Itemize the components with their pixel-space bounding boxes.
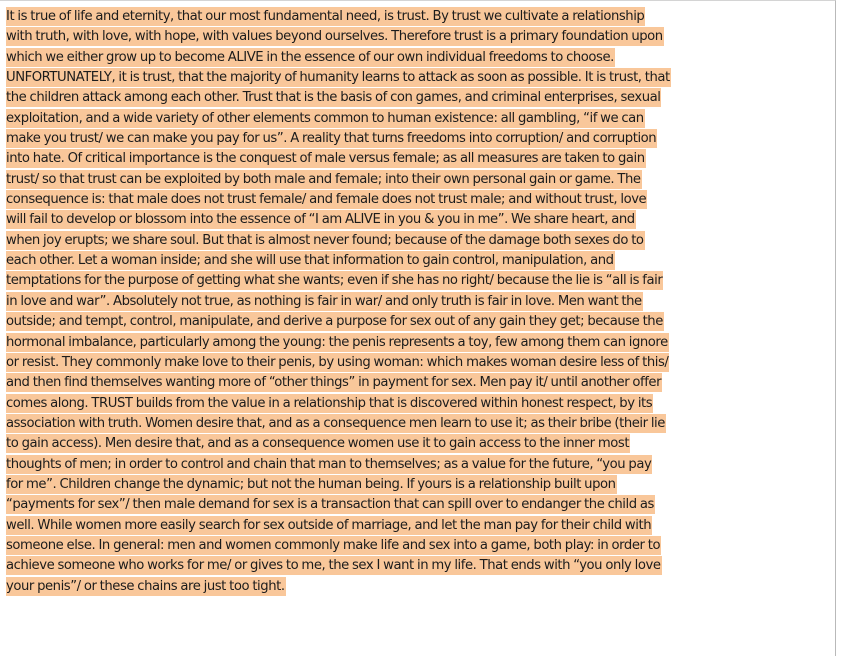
text-line bbox=[6, 68, 833, 88]
text-line bbox=[6, 251, 833, 271]
highlighted-text[interactable]: comes along. TRUST builds from the value in a relationship that is discovered within honest respect, by its bbox=[6, 395, 653, 411]
highlighted-text[interactable]: with truth, with love, with hope, with values beyond ourselves. Therefore trust is a primary foundation upon bbox=[6, 29, 663, 45]
text-line bbox=[6, 210, 833, 230]
highlighted-text[interactable]: well. While women more easily search for sex outside of marriage, and let the man pay for their child with bbox=[6, 517, 652, 533]
text-line bbox=[6, 495, 833, 515]
text-line bbox=[6, 312, 833, 332]
text-line bbox=[6, 88, 833, 108]
text-line bbox=[6, 333, 833, 353]
highlighted-text[interactable]: will fail to develop or blossom into the essence of “I am ALIVE in you & you in me”. We share heart, and bbox=[6, 212, 635, 228]
highlighted-text[interactable]: to gain access). Men desire that, and as a consequence women use it to gain access to the inner most bbox=[6, 436, 630, 452]
text-line bbox=[6, 577, 833, 597]
highlighted-text[interactable]: association with truth. Women desire that, and as a consequence men learn to use it; as their bribe (their lie bbox=[6, 415, 665, 431]
text-line bbox=[6, 190, 833, 210]
text-line bbox=[6, 149, 833, 169]
highlighted-text[interactable]: achieve someone who works for me/ or gives to me, the sex I want in my life. That ends with “you only love bbox=[6, 558, 661, 574]
text-line bbox=[6, 475, 833, 495]
text-line bbox=[6, 455, 833, 475]
highlighted-text[interactable]: which we either grow up to become ALIVE in the essence of our own individual freedoms to choose. bbox=[6, 49, 614, 65]
text-line bbox=[6, 27, 833, 47]
highlighted-text[interactable]: It is true of life and eternity, that our most fundamental need, is trust. By trust we cultivate a relationship bbox=[6, 9, 645, 24]
text-line bbox=[6, 129, 833, 149]
highlighted-text[interactable]: hormonal imbalance, particularly among the young: the penis represents a toy, few among them can ignore bbox=[6, 334, 668, 350]
document-text bbox=[6, 7, 833, 597]
text-line bbox=[6, 109, 833, 129]
highlighted-text[interactable]: UNFORTUNATELY, it is trust, that the majority of humanity learns to attack as soon as possible. It is trust, that bbox=[6, 70, 670, 86]
highlighted-text[interactable]: make you trust/ we can make you pay for us”. A reality that turns freedoms into corruption/ and corruption bbox=[6, 131, 657, 147]
text-line bbox=[6, 536, 833, 556]
highlighted-text[interactable]: thoughts of men; in order to control and chain that man to themselves; as a value for the future, “you pay bbox=[6, 456, 652, 472]
highlighted-text[interactable]: trust/ so that trust can be exploited by both male and female; into their own personal gain or game. The bbox=[6, 171, 641, 187]
highlighted-text[interactable]: outside; and tempt, control, manipulate, and derive a purpose for sex out of any gain they get; because the bbox=[6, 314, 663, 330]
highlighted-text[interactable]: and then find themselves wanting more of “other things” in payment for sex. Men pay it/ until another offer bbox=[6, 375, 662, 391]
highlighted-text[interactable]: someone else. In general: men and women commonly make life and sex into a game, both play: in order to bbox=[6, 537, 661, 553]
text-line bbox=[6, 271, 833, 291]
text-line bbox=[6, 48, 833, 68]
highlighted-text[interactable]: into hate. Of critical importance is the conquest of male versus female; as all measures are taken to gain bbox=[6, 151, 645, 167]
highlighted-text[interactable]: in love and war”. Absolutely not true, as nothing is fair in war/ and only truth is fair in love. Men want the bbox=[6, 293, 642, 309]
text-line bbox=[6, 170, 833, 190]
text-line bbox=[6, 434, 833, 454]
text-line bbox=[6, 516, 833, 536]
text-line bbox=[6, 394, 833, 414]
highlighted-text[interactable]: each other. Let a woman inside; and she will use that information to gain control, manipulation, and bbox=[6, 253, 614, 269]
highlighted-text[interactable]: exploitation, and a wide variety of other elements common to human existence: all gambling, “if we can bbox=[6, 110, 644, 126]
highlighted-text[interactable]: “payments for sex”/ then male demand for sex is a transaction that can spill over to endanger the child as bbox=[6, 497, 654, 513]
text-line bbox=[6, 556, 833, 576]
highlighted-text[interactable]: or resist. They commonly make love to their penis, by using woman: which makes woman desire less of this/ bbox=[6, 354, 669, 370]
text-line bbox=[6, 414, 833, 434]
highlighted-text[interactable]: consequence is: that male does not trust female/ and female does not trust male; and without trust, love bbox=[6, 192, 647, 208]
highlighted-text[interactable]: the children attack among each other. Trust that is the basis of con games, and criminal enterprises, sexual bbox=[6, 90, 661, 106]
highlighted-text[interactable]: your penis”/ or these chains are just too tight. bbox=[6, 578, 285, 594]
text-line bbox=[6, 353, 833, 373]
highlighted-text[interactable]: when joy erupts; we share soul. But that is almost never found; because of the damage both sexes do to bbox=[6, 232, 644, 248]
text-line bbox=[6, 231, 833, 251]
highlighted-text[interactable]: for me”. Children change the dynamic; but not the human being. If yours is a relationship built upon bbox=[6, 476, 616, 492]
text-line bbox=[6, 292, 833, 312]
highlighted-text[interactable]: temptations for the purpose of getting what she wants; even if she has no right/ because the lie is “all is fair bbox=[6, 273, 663, 289]
text-line bbox=[6, 7, 833, 27]
text-line bbox=[6, 373, 833, 393]
